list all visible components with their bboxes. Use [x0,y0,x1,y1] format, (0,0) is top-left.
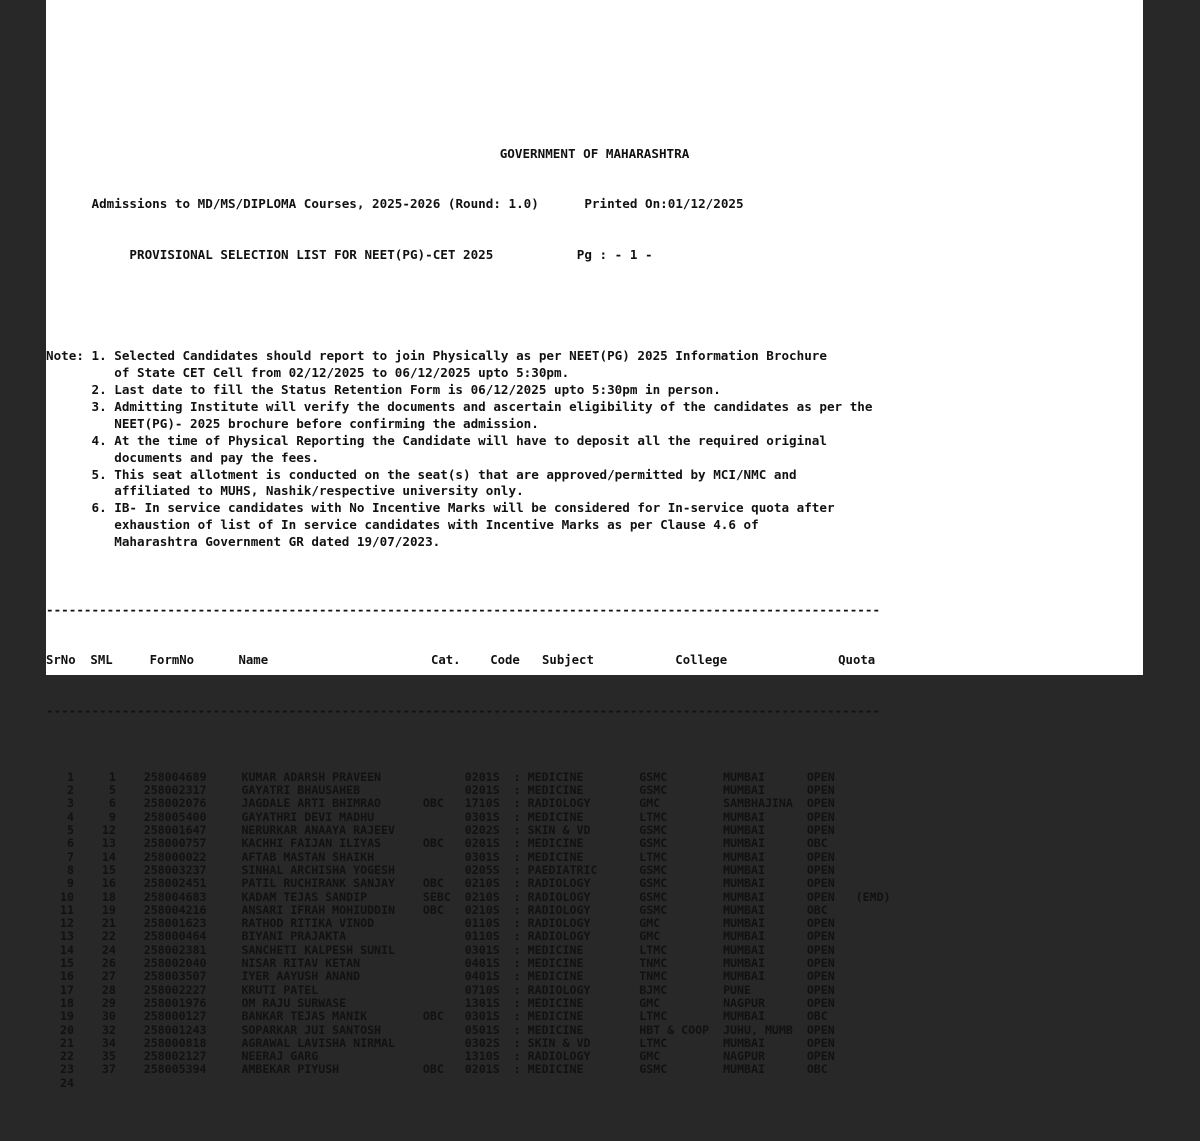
document-page [46,0,1143,1090]
table-header-rule: -------------------------------------------------------------------------------------------------------------- [46,703,881,719]
table-row[interactable]: 1 1 258004689 KUMAR ADARSH PRAVEEN 0201S : MEDICINE GSMC MUMBAI OPEN [46,769,898,784]
note-line: documents and pay the fees. [46,449,319,465]
table-row[interactable]: 17 28 258002227 KRUTI PATEL 0710S : RADIOLOGY BJMC PUNE OPEN [46,982,898,997]
note-line: 5. This seat allotment is conducted on the seat(s) that are approved/permitted by MCI/NMC and [46,466,797,482]
note-line: of State CET Cell from 02/12/2025 to 06/12/2025 upto 5:30pm. [46,365,570,381]
page-number-label: Pg : - 1 - [576,246,653,262]
table-row[interactable]: 13 22 258000464 BIYANI PRAJAKTA 0110S : RADIOLOGY GMC MUMBAI OPEN [46,929,898,944]
table-row[interactable]: 9 16 258002451 PATIL RUCHIRANK SANJAY OBC 0210S : RADIOLOGY GSMC MUMBAI OPEN [46,876,898,891]
note-line: exhaustion of list of In service candidates with Incentive Marks as per Clause 4.6 of [46,517,759,533]
table-row[interactable]: 20 32 258001243 SOPARKAR JUI SANTOSH 0501S : MEDICINE HBT & COOP JUHU, MUMB OPEN [46,1022,898,1037]
note-line: NEET(PG)- 2025 brochure before confirming the admission. [46,415,539,431]
table-row[interactable]: 19 30 258000127 BANKAR TEJAS MANIK OBC 0301S : MEDICINE LTMC MUMBAI OBC [46,1009,898,1024]
table-row[interactable]: 3 6 258002076 JAGDALE ARTI BHIMRAO OBC 1710S : RADIOLOGY GMC SAMBHAJINA OPEN [46,796,898,811]
table-row[interactable]: 7 14 258000022 AFTAB MASTAN SHAIKH 0301S : MEDICINE LTMC MUMBAI OPEN [46,849,898,864]
table-row[interactable]: 10 18 258004683 KADAM TEJAS SANDIP SEBC 0210S : RADIOLOGY GSMC MUMBAI OPEN (EMD) [46,889,898,904]
table-top-rule: -------------------------------------------------------------------------------------------------------------- [46,601,881,617]
table-row[interactable]: 11 19 258004216 ANSARI IFRAH MOHIUDDIN OBC 0210S : RADIOLOGY GSMC MUMBAI OBC [46,902,898,917]
table-row[interactable]: 24 [46,1075,898,1090]
printed-spacer [539,196,585,211]
table-row[interactable]: 2 5 258002317 GAYATRI BHAUSAHEB 0201S : MEDICINE GSMC MUMBAI OPEN [46,783,898,798]
note-line: 2. Last date to fill the Status Retention Form is 06/12/2025 upto 5:30pm in person. [46,382,721,398]
table-row[interactable]: 5 12 258001647 NERURKAR ANAAYA RAJEEV 0202S : SKIN & VD GSMC MUMBAI OPEN [46,823,898,838]
table-row[interactable]: 23 37 258005394 AMBEKAR PIYUSH OBC 0201S : MEDICINE GSMC MUMBAI OBC [46,1062,898,1077]
table-body[interactable] [46,771,1143,1090]
table-header-row: SrNo SML FormNo Name Cat. Code Subject College Quota [46,653,883,668]
table-row[interactable]: 6 13 258000757 KACHHI FAIJAN ILIYAS OBC 0201S : MEDICINE GSMC MUMBAI OBC [46,836,898,851]
list-title-spacer [46,247,129,262]
note-line: Note: 1. Selected Candidates should report to join Physically as per NEET(PG) 2025 Information Brochure [46,348,827,364]
document-body [46,0,1143,1141]
table-row[interactable]: 21 34 258000818 AGRAWAL LAVISHA NIRMAL 0302S : SKIN & VD LTMC MUMBAI OPEN [46,1035,898,1050]
table-row[interactable]: 18 29 258001976 OM RAJU SURWASE 1301S : MEDICINE GMC NAGPUR OPEN [46,995,898,1010]
note-line: 3. Admitting Institute will verify the documents and ascertain eligibility of the candidates as per the [46,399,873,415]
note-line: affiliated to MUHS, Nashik/respective university only. [46,483,524,499]
table-row[interactable]: 14 24 258002381 SANCHETI KALPESH SUNIL 0301S : MEDICINE LTMC MUMBAI OPEN [46,942,898,957]
subtitle-spacer [46,196,92,211]
note-line: 4. At the time of Physical Reporting the Candidate will have to deposit all the required original [46,432,827,448]
table-row[interactable]: 12 21 258001623 RATHOD RITIKA VINOD 0110S : RADIOLOGY GMC MUMBAI OPEN [46,916,898,931]
notes-section [46,348,1143,551]
list-title: PROVISIONAL SELECTION LIST FOR NEET(PG)-CET 2025 [129,246,494,262]
note-line: 6. IB- In service candidates with No Incentive Marks will be considered for In-service quota after [46,500,835,516]
table-row[interactable]: 15 26 258002040 NISAR RITAV KETAN 0401S : MEDICINE TNMC MUMBAI OPEN [46,956,898,971]
subtitle-row [46,196,1143,213]
printed-on-label: Printed On:01/12/2025 [584,196,744,212]
admissions-subtitle: Admissions to MD/MS/DIPLOMA Courses, 2025-2026 (Round: 1.0) [91,196,539,212]
table-row[interactable]: 8 15 258003237 SINHAL ARCHISHA YOGESH 0205S : PAEDIATRIC GSMC MUMBAI OPEN [46,862,898,877]
table-row[interactable]: 4 9 258005400 GAYATHRI DEVI MADHU 0301S : MEDICINE LTMC MUMBAI OPEN [46,809,898,824]
table-row[interactable]: 22 35 258002127 NEERAJ GARG 1310S : RADIOLOGY GMC NAGPUR OPEN [46,1049,898,1064]
document-header [46,51,1143,298]
list-title-row [46,247,1143,264]
page-spacer [493,247,576,262]
org-title: GOVERNMENT OF MAHARASHTRA [499,145,690,161]
note-line: Maharashtra Government GR dated 19/07/2023. [46,534,441,550]
table-row[interactable]: 16 27 258003507 IYER AAYUSH ANAND 0401S : MEDICINE TNMC MUMBAI OPEN [46,969,898,984]
